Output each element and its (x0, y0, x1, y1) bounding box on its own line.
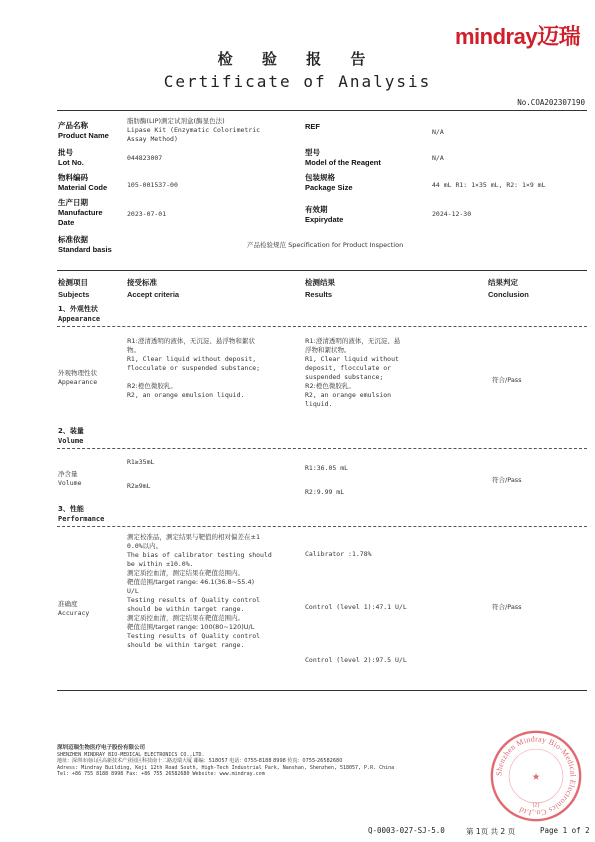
top-rule (57, 110, 587, 111)
page-number-en: Page 1 of 2 (540, 826, 590, 835)
appearance-subject: 外观物理性状 Appearance (58, 369, 98, 386)
volume-result-r1: R1:36.05 mL (305, 464, 349, 472)
package-value: 44 mL R1: 1×35 mL, R2: 1×9 mL (432, 181, 546, 189)
title-chinese: 检 验 报 告 (217, 50, 378, 68)
header-criteria-cn: 接受标准 (127, 278, 157, 287)
volume-subject: 净含量 Volume (58, 470, 82, 487)
package-label-cn: 包装规格 (305, 173, 335, 182)
mindray-logo: mindray迈瑞 (455, 24, 581, 49)
expiry-label-cn: 有效期 (305, 205, 328, 214)
accuracy-result-calibrator: Calibrator :1.78% (305, 550, 372, 558)
accuracy-conclusion: 符合/Pass (492, 603, 522, 611)
appearance-results: R1:澄清透明的液体，无沉淀、悬 浮物和絮状物。 R1, Clear liquid without deposit, flocculate or suspended substance; R2:橙色微胶乳。 R2, an orange emulsion liquid. (305, 337, 401, 408)
material-label-en: Material Code (58, 183, 108, 192)
header-conclusion-en: Conclusion (488, 290, 529, 299)
document-code: Q-0003-027-SJ-5.0 (368, 826, 445, 835)
header-results-en: Results (305, 290, 333, 299)
divider (57, 526, 587, 527)
certificate-number: No.COA202307190 (517, 98, 585, 107)
header-subjects-cn: 检测项目 (58, 278, 88, 287)
accuracy-criteria: 测定校准品，测定结果与靶值的相对偏差在±1 0.0%以内。 The bias of calibrator testing should be within ±10.0%. 测定质控血清，测定结果在靶值范围内。 靶值范围/target range: 46.1(36.8~55.4) U/L Testing results of Quality control should be within target range. 测定质控血清，测定结果在靶值范围内。 靶值范围/target range: 100(80~120)U/L Testing results of Quality control should be within target range. (127, 533, 272, 649)
header-results-cn: 检测结果 (305, 278, 335, 287)
volume-criteria-r2: R2≥9mL (127, 482, 151, 490)
standard-value: 产品检验规范 Specification for Product Inspection (247, 241, 404, 249)
ref-label: REF (305, 122, 320, 131)
page-number-cn: 第 1页 共 2 页 (466, 827, 516, 836)
seal-text: Shenzhen Mindray Bio-Medical Electronics Co.,Ltd (494, 734, 578, 818)
material-value: 105-001537-00 (127, 181, 178, 189)
package-label-en: Package Size (305, 183, 353, 192)
standard-label-en: Standard basis (58, 245, 112, 254)
table-top-rule (57, 270, 587, 271)
lot-label-en: Lot No. (58, 158, 84, 167)
lot-label-cn: 批号 (58, 148, 73, 157)
mfg-date-label-cn: 生产日期 (58, 198, 88, 207)
standard-label-cn: 标准依据 (58, 235, 88, 244)
volume-criteria-r1: R1≥35mL (127, 458, 155, 466)
company-seal (488, 728, 584, 824)
expiry-label-en: Expirydate (305, 215, 344, 224)
product-name-label-cn: 产品名称 (58, 121, 88, 130)
svg-text:★: ★ (531, 768, 541, 784)
material-label-cn: 物料编码 (58, 173, 88, 182)
lot-value: 044823007 (127, 154, 163, 162)
model-label-cn: 型号 (305, 148, 320, 157)
divider (57, 448, 587, 449)
appearance-criteria: R1:澄清透明的液体，无沉淀、悬浮物和絮状 物。 R1, Clear liquid without deposit, flocculate or suspended substance; R2:橙色微胶乳。 R2, an orange emulsion liquid. (127, 337, 261, 399)
volume-conclusion: 符合/Pass (492, 476, 522, 484)
company-name-cn: 深圳迈瑞生物医疗电子股份有限公司 (57, 745, 146, 751)
header-conclusion-cn: 结果判定 (488, 278, 518, 287)
expiry-value: 2024-12-30 (432, 210, 472, 218)
seal-number: (2) (532, 802, 540, 809)
company-name-en: SHENZHEN MINDRAY BIO-MEDICAL ELECTRONICS CO.,LTD. (57, 751, 205, 758)
model-label-en: Model of the Reagent (305, 158, 381, 167)
title-english: Certificate of Analysis (163, 72, 432, 91)
product-name-label-en: Product Name (58, 131, 109, 140)
accuracy-subject: 准确度 Accuracy (58, 600, 90, 617)
appearance-conclusion: 符合/Pass (492, 376, 522, 384)
accuracy-result-control-1: Control (level 1):47.1 U/L (305, 603, 407, 611)
address-cn: 地址：深圳市南山区高新技术产业园区科技南十二路迈瑞大厦 邮编：518057 电话：0755-8188 8998 传真：0755-26582680 (57, 758, 343, 764)
divider (57, 326, 587, 327)
section-volume-title: 2、装量 Volume (58, 427, 84, 445)
mfg-date-label-en: Manufacture Date (58, 208, 103, 227)
accuracy-result-control-2: Control (level 2):97.5 U/L (305, 656, 407, 664)
mfg-date-value: 2023-07-01 (127, 210, 167, 218)
header-criteria-en: Accept criteria (127, 290, 180, 299)
section-appearance-title: 1、外观性状 Appearance (58, 305, 101, 323)
volume-result-r2: R2:9.99 mL (305, 488, 345, 496)
product-name-value: 脂肪酶(LIP)测定试剂盒(酶显色法) Lipase Kit (Enzymatic Colorimetric Assay Method) (127, 117, 261, 143)
model-value: N/A (432, 154, 444, 162)
ref-value: N/A (432, 128, 444, 136)
section-performance-title: 3、性能 Performance (58, 505, 105, 523)
address-en: Adress: Mindray Building, Keji 12th Road South, High-Tech Industrial Park, Nanshan, Shenzhen, 518057, P.R. China (57, 764, 395, 771)
company-footer (57, 745, 477, 778)
table-bottom-rule (57, 690, 587, 691)
header-subjects-en: Subjects (58, 290, 90, 299)
contact-info: Tel: +86 755 8188 8998 Fax: +86 755 26582680 Website: www.mindray.com (57, 771, 265, 777)
